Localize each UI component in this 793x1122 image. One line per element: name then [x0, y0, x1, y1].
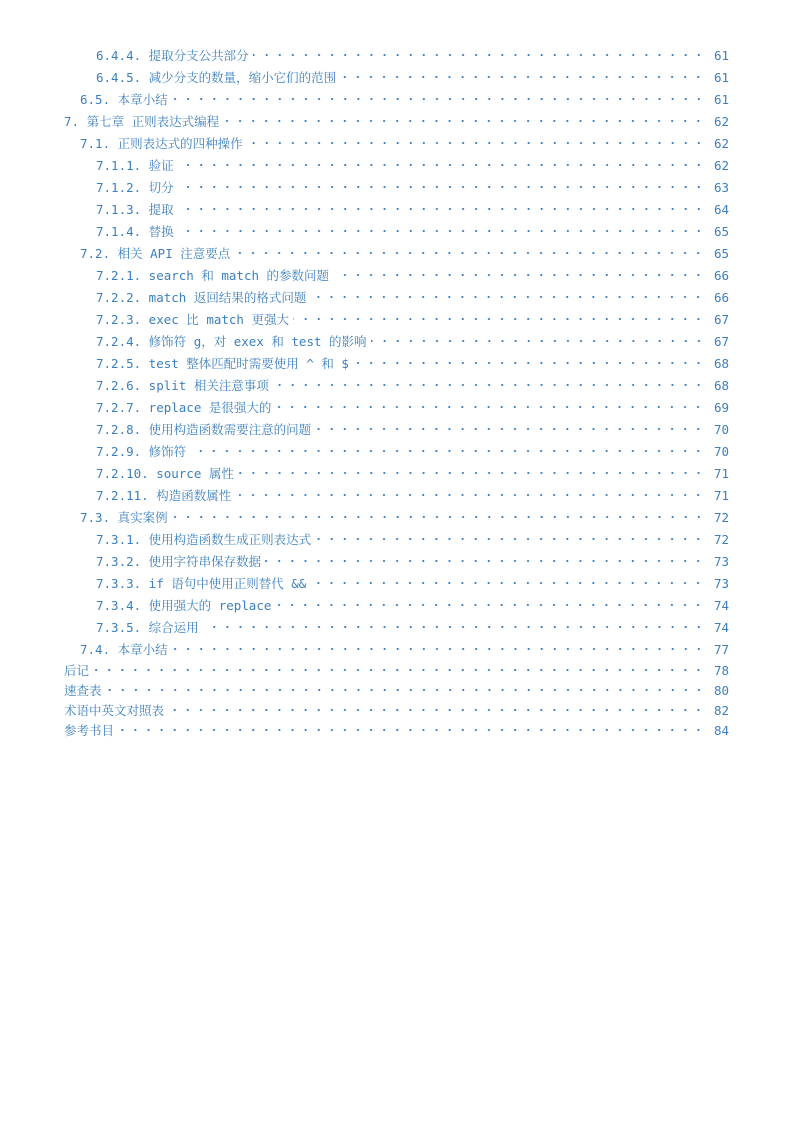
toc-entry[interactable] — [0, 154, 793, 176]
toc-entry[interactable] — [0, 220, 793, 242]
toc-entry-title: 7.2.2. match 返回结果的格式问题 — [96, 290, 307, 305]
toc-entry-title: 7.1.1. 验证 — [96, 158, 174, 173]
toc-entry[interactable] — [0, 660, 793, 680]
toc-entry-title: 7.1. 正则表达式的四种操作 — [80, 136, 243, 151]
dot-leader — [293, 313, 705, 325]
toc-entry-page-number: 78 — [711, 663, 729, 678]
dot-leader — [203, 621, 705, 633]
toc-entry-page-number: 65 — [711, 246, 729, 261]
toc-entry-title: 7.2.7. replace 是很强大的 — [96, 400, 272, 415]
dot-leader — [106, 684, 705, 696]
toc-entry[interactable] — [0, 352, 793, 374]
toc-entry-page-number: 61 — [711, 48, 729, 63]
dot-leader — [234, 247, 705, 259]
dot-leader — [273, 379, 705, 391]
dot-leader — [310, 291, 705, 303]
dot-leader — [235, 489, 705, 501]
toc-entry-title: 7.3. 真实案例 — [80, 510, 168, 525]
dot-leader — [178, 225, 705, 237]
toc-entry-page-number: 67 — [711, 312, 729, 327]
toc-entry-title: 7.2.11. 构造函数属性 — [96, 488, 232, 503]
toc-entry[interactable] — [0, 110, 793, 132]
toc-entry[interactable] — [0, 528, 793, 550]
toc-entry-title: 后记 — [64, 663, 90, 678]
toc-entry[interactable] — [0, 418, 793, 440]
toc-entry-title: 速查表 — [64, 683, 102, 698]
toc-entry-page-number: 72 — [711, 532, 729, 547]
toc-entry-title: 6.4.5. 减少分支的数量，缩小它们的范围 — [96, 70, 337, 85]
dot-leader — [172, 643, 705, 655]
toc-entry[interactable] — [0, 264, 793, 286]
dot-leader — [118, 724, 705, 736]
toc-entry-title: 参考书目 — [64, 723, 115, 738]
toc-entry[interactable] — [0, 396, 793, 418]
dot-leader — [247, 137, 705, 149]
toc-entry-page-number: 64 — [711, 202, 729, 217]
toc-entry-page-number: 77 — [711, 642, 729, 657]
toc-entry[interactable] — [0, 680, 793, 700]
toc-entry-title: 7.3.3. if 语句中使用正则替代 && — [96, 576, 307, 591]
toc-entry-title: 7.2.10. source 属性 — [96, 466, 234, 481]
toc-entry-title: 7.1.3. 提取 — [96, 202, 174, 217]
table-of-contents — [0, 44, 793, 740]
toc-entry-title: 术语中英文对照表 — [64, 703, 165, 718]
toc-entry[interactable] — [0, 176, 793, 198]
toc-entry-page-number: 68 — [711, 356, 729, 371]
toc-entry-title: 7.2.9. 修饰符 — [96, 444, 187, 459]
toc-entry-page-number: 62 — [711, 136, 729, 151]
toc-entry[interactable] — [0, 550, 793, 572]
toc-entry[interactable] — [0, 374, 793, 396]
toc-entry[interactable] — [0, 88, 793, 110]
toc-entry-page-number: 73 — [711, 554, 729, 569]
toc-entry[interactable] — [0, 66, 793, 88]
toc-entry-title: 7.2.4. 修饰符 g，对 exex 和 test 的影响 — [96, 334, 367, 349]
toc-entry-page-number: 65 — [711, 224, 729, 239]
toc-entry-page-number: 84 — [711, 723, 729, 738]
dot-leader — [223, 115, 705, 127]
toc-entry-page-number: 62 — [711, 158, 729, 173]
toc-entry-page-number: 72 — [711, 510, 729, 525]
toc-entry-page-number: 68 — [711, 378, 729, 393]
dot-leader — [315, 533, 705, 545]
toc-entry[interactable] — [0, 198, 793, 220]
dot-leader — [178, 203, 705, 215]
dot-leader — [178, 181, 705, 193]
toc-entry-page-number: 69 — [711, 400, 729, 415]
toc-entry-title: 6.4.4. 提取分支公共部分 — [96, 48, 249, 63]
toc-entry[interactable] — [0, 506, 793, 528]
toc-entry-title: 7.3.5. 综合运用 — [96, 620, 199, 635]
toc-entry-page-number: 61 — [711, 70, 729, 85]
toc-entry-title: 6.5. 本章小结 — [80, 92, 168, 107]
toc-entry-title: 7.2.5. test 整体匹配时需要使用 ^ 和 $ — [96, 356, 349, 371]
toc-entry-page-number: 73 — [711, 576, 729, 591]
toc-entry-page-number: 74 — [711, 598, 729, 613]
toc-entry[interactable] — [0, 700, 793, 720]
toc-entry-title: 7.3.1. 使用构造函数生成正则表达式 — [96, 532, 312, 547]
toc-entry-title: 7.2. 相关 API 注意要点 — [80, 246, 231, 261]
dot-leader — [238, 467, 705, 479]
dot-leader — [315, 423, 705, 435]
dot-leader — [168, 704, 705, 716]
toc-entry-title: 7.2.1. search 和 match 的参数问题 — [96, 268, 330, 283]
toc-entry[interactable] — [0, 308, 793, 330]
dot-leader — [178, 159, 705, 171]
dot-leader — [275, 599, 705, 611]
toc-entry-title: 7.2.6. split 相关注意事项 — [96, 378, 269, 393]
dot-leader — [253, 49, 705, 61]
toc-entry-page-number: 82 — [711, 703, 729, 718]
toc-entry-page-number: 62 — [711, 114, 729, 129]
toc-entry-title: 7.3.4. 使用强大的 replace — [96, 598, 272, 613]
toc-entry[interactable] — [0, 462, 793, 484]
dot-leader — [275, 401, 705, 413]
dot-leader — [371, 335, 705, 347]
dot-leader — [93, 664, 705, 676]
toc-entry-title: 7.4. 本章小结 — [80, 642, 168, 657]
toc-entry-page-number: 61 — [711, 92, 729, 107]
toc-entry[interactable] — [0, 638, 793, 660]
toc-entry-title: 7. 第七章 正则表达式编程 — [64, 114, 220, 129]
toc-entry-page-number: 63 — [711, 180, 729, 195]
dot-leader — [333, 269, 705, 281]
dot-leader — [353, 357, 705, 369]
toc-entry[interactable] — [0, 440, 793, 462]
dot-leader — [265, 555, 705, 567]
toc-entry[interactable] — [0, 484, 793, 506]
dot-leader — [172, 93, 705, 105]
toc-entry-title: 7.1.2. 切分 — [96, 180, 174, 195]
toc-entry-page-number: 74 — [711, 620, 729, 635]
dot-leader — [340, 71, 705, 83]
toc-entry-title: 7.1.4. 替换 — [96, 224, 174, 239]
toc-entry-page-number: 66 — [711, 290, 729, 305]
toc-entry-page-number: 71 — [711, 488, 729, 503]
toc-entry-page-number: 70 — [711, 444, 729, 459]
toc-entry[interactable] — [0, 330, 793, 352]
toc-entry[interactable] — [0, 286, 793, 308]
toc-entry[interactable] — [0, 242, 793, 264]
toc-entry[interactable] — [0, 572, 793, 594]
dot-leader — [310, 577, 705, 589]
dot-leader — [190, 445, 705, 457]
toc-entry[interactable] — [0, 720, 793, 740]
toc-entry[interactable] — [0, 616, 793, 638]
toc-entry-title: 7.2.3. exec 比 match 更强大 — [96, 312, 289, 327]
toc-entry[interactable] — [0, 594, 793, 616]
toc-entry-page-number: 70 — [711, 422, 729, 437]
dot-leader — [172, 511, 705, 523]
toc-entry[interactable] — [0, 132, 793, 154]
toc-entry-page-number: 71 — [711, 466, 729, 481]
toc-entry-page-number: 67 — [711, 334, 729, 349]
toc-entry-page-number: 80 — [711, 683, 729, 698]
toc-entry-title: 7.2.8. 使用构造函数需要注意的问题 — [96, 422, 312, 437]
toc-entry[interactable] — [0, 44, 793, 66]
toc-entry-page-number: 66 — [711, 268, 729, 283]
toc-entry-title: 7.3.2. 使用字符串保存数据 — [96, 554, 262, 569]
